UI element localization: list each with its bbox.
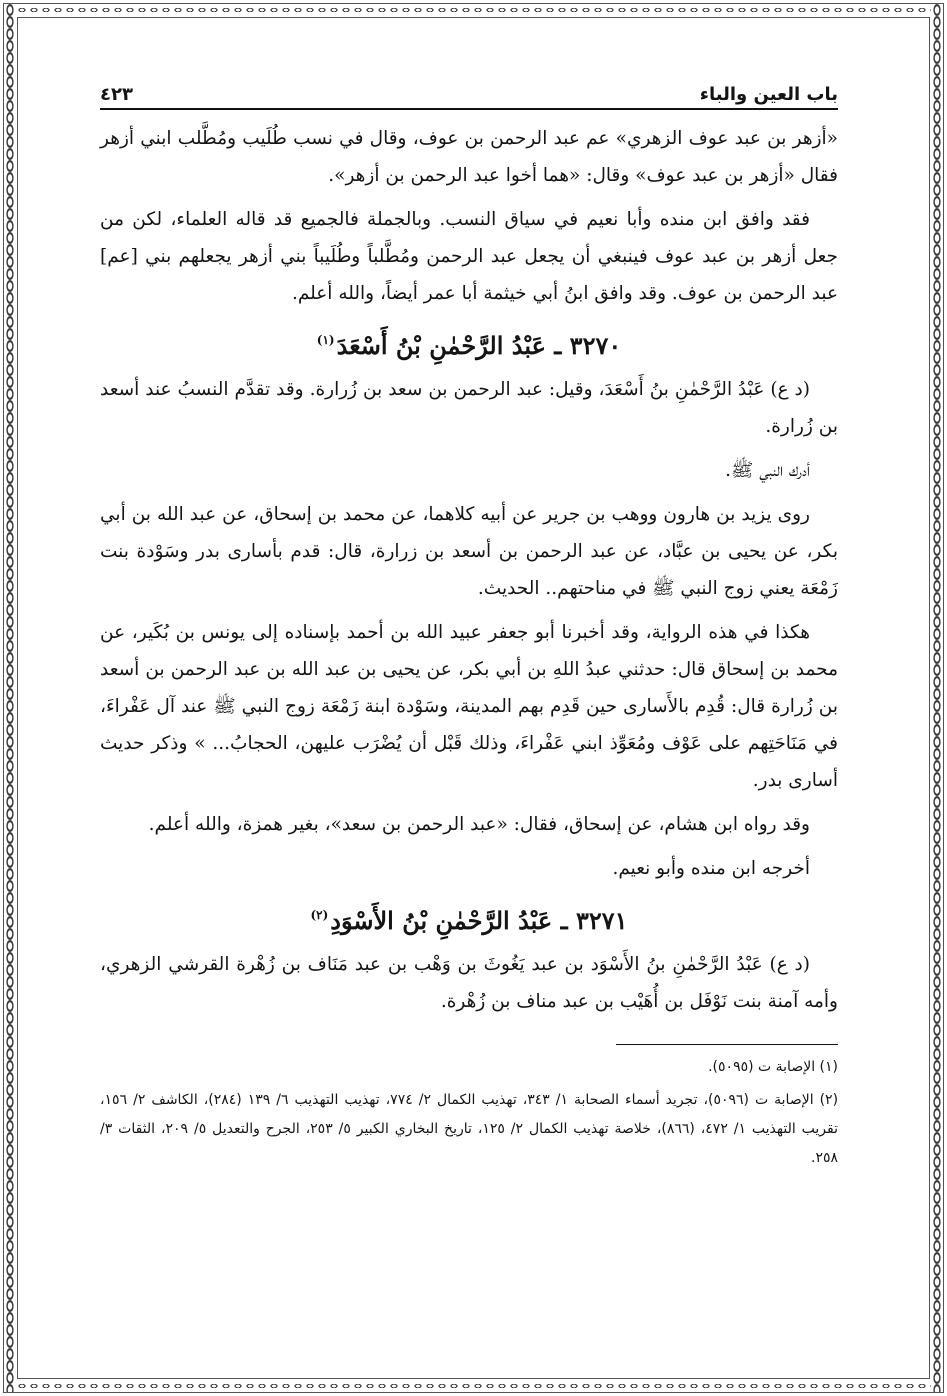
paragraph: وقد رواه ابن هشام، عن إسحاق، فقال: «عبد الرحمن بن سعد»، بغير همزة، والله أعلم.	[148, 814, 810, 835]
footnote-marker: (١)	[316, 333, 335, 347]
paragraph: (د ع) عَبْدُ الرَّحْمٰنِ بنُ أَسْعَدَ، وقيل: عبد الرحمن بن سعد بن زُرارة. وقد تقدَّم النسبُ عند أسعد بن زُرارة.	[100, 379, 838, 437]
paragraph: فقد وافق ابن منده وأبا نعيم في سياق النسب. وبالجملة فالجميع قد قاله العلماء، لكن من جعل أزهر بن عبد عوف فينبغي أن يجعل عبد الرحمن ومُطَّلباً وطُلَيباً بني أزهر يجعلهم بني [عم] عبد الرحمن بن عوف. وقد وافق ابنُ أبي خيثمة أبا عمر أيضاً، والله أعلم.	[100, 209, 838, 304]
paragraph: هكذا في هذه الرواية، وقد أخبرنا أبو جعفر عبيد الله بن أحمد بإسناده إلى يونس بن بُكَير، عن محمد بن إسحاق قال: حدثني عبدُ اللهِ بن أبي بكر، عن يحيى بن عبد الله بن عبد الرحمن بن أسعد بن زُرارة قال: قُدِم بالأَسارى حين قَدِم بهم المدينة، وسَوْدة ابنة زَمْعَة زوج النبي ﷺ عند آل عَفْراءَ، في مَنَاحَتِهم على عَوْف ومُعَوِّذ ابني عَفْراءَ، وذلك قَبْل أن يُضْرَب عليهن، الحجابُ... » وذكر حديث أسارى بدر.	[100, 622, 838, 791]
entry-heading	[100, 894, 838, 942]
paragraph: روى يزيد بن هارون ووهب بن جرير عن أبيه كلاهما، عن محمد بن إسحاق، عن عبد الله بن أبي بكر، عن يحيى بن عبَّاد، عن عبد الرحمن بن أسعد بن زرارة، قال: قدم بأسارى بدر وسَوْدة بنت زَمْعَة يعني زوج النبي ﷺ في مناحتهم.. الحديث.	[100, 504, 838, 599]
footnote-rule	[616, 1044, 838, 1045]
footnote-marker: (٢)	[310, 908, 329, 922]
paragraph: (د ع) عَبْدُ الرَّحْمٰنِ بنُ الأَسْوَد بن عبد يَغُوثَ بن وَهْب بن عبد مَنَاف بن زُهْرة القرشي الزهري، وأمه آمنة بنت نَوْفَل بن أُهَيْب بن عبد مناف بن زُهْرة.	[100, 954, 838, 1012]
book-page	[100, 70, 838, 1340]
chapter-title: باب العين والباء	[699, 84, 838, 105]
header-rule	[100, 108, 838, 110]
entry-heading	[100, 319, 838, 367]
paragraph: أدرك النبي ﷺ.	[725, 460, 810, 481]
entry-heading-text: ٣٢٧٠ ـ عَبْدُ الرَّحْمٰنِ بْنُ أَسْعَدَ	[336, 331, 622, 360]
page-body	[100, 120, 838, 1177]
footnote: (٢) الإصابة ت (٥٠٩٦)، تجريد أسماء الصحابة ١/ ٣٤٣، تهذيب الكمال ٢/ ٧٧٤، تهذيب التهذيب ٦/ ١٣٩ (٢٨٤)، الكاشف ٢/ ١٥٦، تقريب التهذيب ١/ ٤٧٢، (٨٦٦)، خلاصة تهذيب الكمال ٢/ ١٢٥، تاريخ البخاري الكبير ٥/ ٢٥٣، الجرح والتعديل ٥/ ٢٠٩، الثقات ٣/ ٢٥٨.	[100, 1092, 839, 1166]
paragraph: «أزهر بن عبد عوف الزهري» عم عبد الرحمن بن عوف، وقال في نسب طُلَيب ومُطَّلب ابني أزهر فقال «أزهر بن عبد عوف» وقال: «هما أخوا عبد الرحمن بن أزهر».	[100, 128, 838, 186]
entry-heading-text: ٣٢٧١ ـ عَبْدُ الرَّحْمٰنِ بْنُ الأَسْوَدِ	[330, 906, 628, 935]
page-number: ٤٢٣	[100, 84, 133, 105]
footnote: (١) الإصابة ت (٥٠٩٥).	[708, 1059, 838, 1075]
running-header	[100, 76, 838, 110]
paragraph: أخرجه ابن منده وأبو نعيم.	[612, 858, 810, 879]
